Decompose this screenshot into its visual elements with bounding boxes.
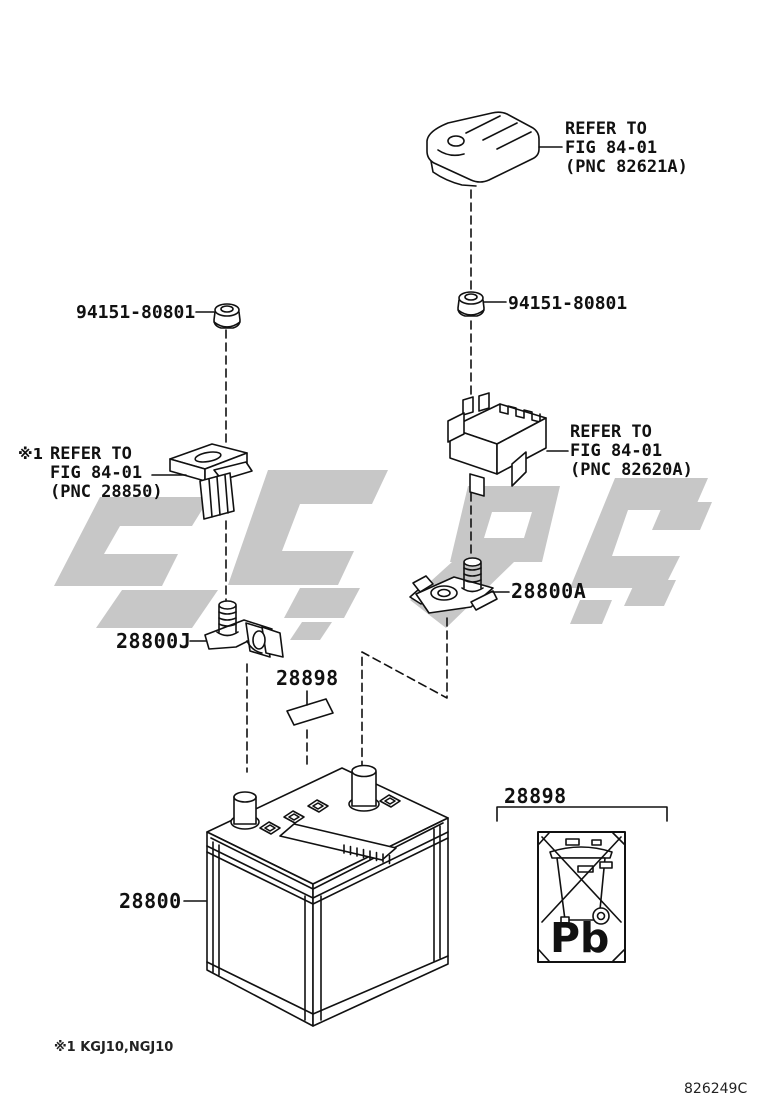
ref-line: REFER TO bbox=[570, 422, 652, 442]
caution-sticker-drawing bbox=[287, 699, 333, 725]
terminal-cover-drawing bbox=[427, 112, 539, 186]
pb-symbol: Pb bbox=[550, 914, 610, 962]
part-number-28800a: 28800A bbox=[511, 579, 587, 603]
part-number-28800: 28800 bbox=[119, 889, 182, 913]
ref-note-28850 bbox=[18, 445, 163, 502]
ref-line: ※1 REFER TO bbox=[18, 444, 132, 464]
ref-line: (PNC 82621A) bbox=[565, 157, 688, 177]
ref-line: FIG 84-01 bbox=[565, 138, 658, 158]
negative-terminal-drawing bbox=[205, 601, 283, 657]
part-number-28898-sticker: 28898 bbox=[276, 666, 339, 690]
doc-number: 826249C bbox=[684, 1081, 748, 1097]
part-number-94151-80801-upper: 94151-80801 bbox=[508, 293, 628, 314]
ref-note-82621a bbox=[565, 120, 688, 177]
part-number-94151-80801-lower: 94151-80801 bbox=[76, 302, 196, 323]
ref-note-82620a bbox=[570, 423, 693, 480]
leader-lines bbox=[152, 147, 667, 901]
ref-line: REFER TO bbox=[565, 119, 647, 139]
part-number-28800j: 28800J bbox=[116, 629, 192, 653]
ref-line: FIG 84-01 bbox=[50, 463, 143, 483]
upper-nut-drawing bbox=[458, 292, 484, 316]
part-number-28898-label: 28898 bbox=[504, 784, 567, 808]
lower-nut-drawing bbox=[214, 304, 240, 328]
ref-line: FIG 84-01 bbox=[570, 441, 663, 461]
fuse-block-drawing bbox=[448, 393, 546, 496]
footnote: ※1 KGJ10,NGJ10 bbox=[54, 1040, 174, 1055]
label-bracket bbox=[497, 807, 667, 821]
footnote-mark: ※1 bbox=[18, 445, 44, 463]
ref-line: (PNC 82620A) bbox=[570, 460, 693, 480]
battery-drawing bbox=[207, 766, 448, 1027]
ref-line: (PNC 28850) bbox=[50, 482, 163, 502]
